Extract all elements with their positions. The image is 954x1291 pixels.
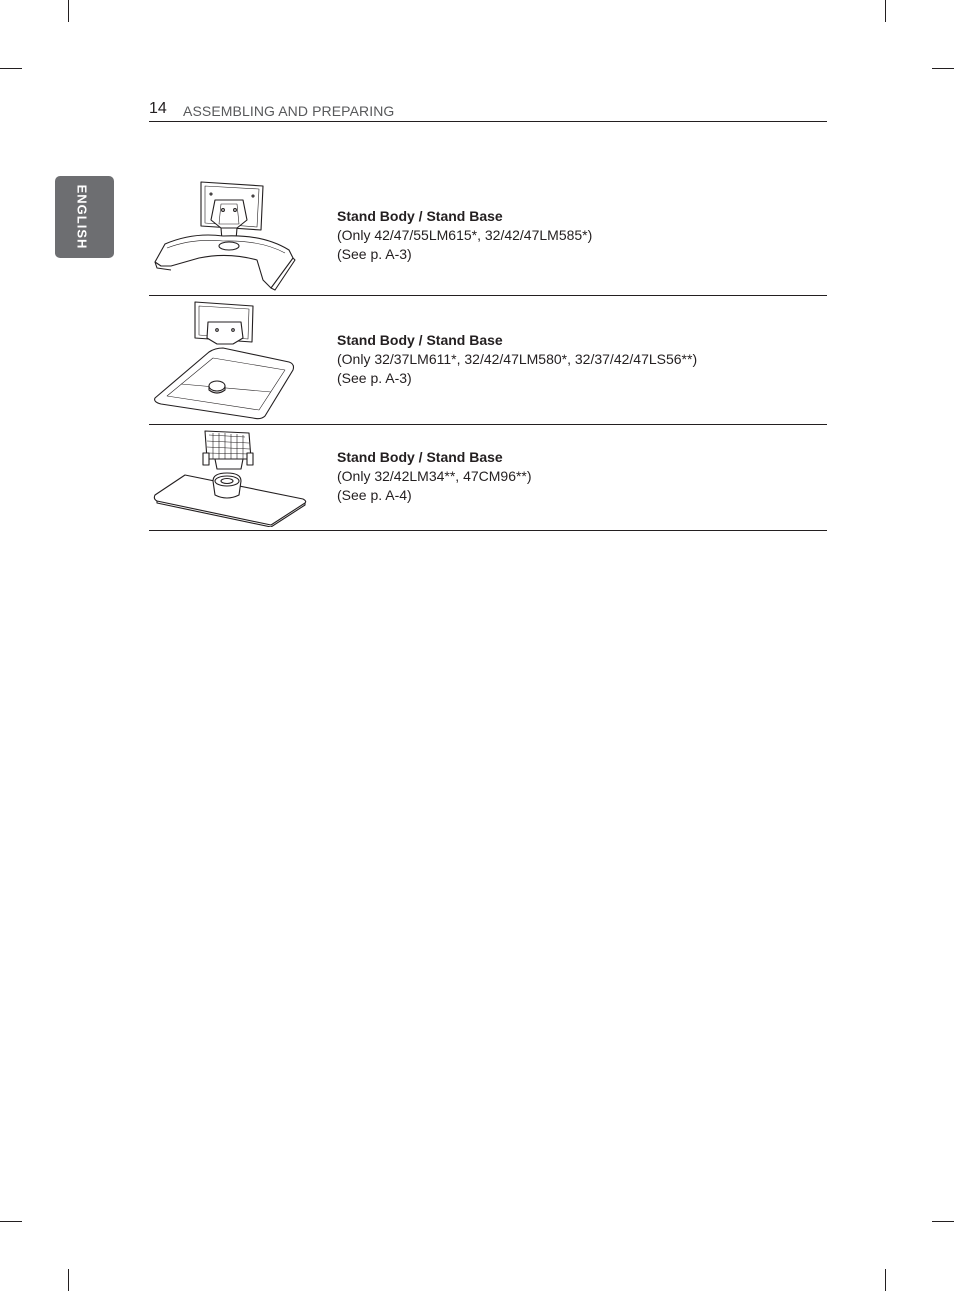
page-header (149, 98, 827, 122)
item-description (337, 207, 592, 264)
language-tab (55, 176, 114, 258)
item-title: Stand Body / Stand Base (337, 332, 503, 348)
crop-mark (885, 0, 886, 22)
crop-mark (68, 0, 69, 22)
item-description (337, 448, 532, 505)
item-reference: (See p. A-3) (337, 370, 412, 386)
crop-mark (932, 1221, 954, 1222)
list-item (149, 425, 827, 531)
item-models: (Only 32/42LM34**, 47CM96**) (337, 468, 532, 484)
stand-illustration-1 (153, 180, 298, 292)
page-number: 14 (149, 100, 167, 117)
section-title: ASSEMBLING AND PREPARING (183, 103, 395, 119)
language-tab-label: ENGLISH (74, 184, 90, 250)
item-models: (Only 42/47/55LM615*, 32/42/47LM585*) (337, 227, 593, 243)
item-reference: (See p. A-4) (337, 487, 412, 503)
stand-illustration-2 (153, 300, 298, 420)
crop-mark (0, 1221, 22, 1222)
list-item (149, 178, 827, 296)
crop-mark (932, 68, 954, 69)
item-title: Stand Body / Stand Base (337, 208, 503, 224)
crop-mark (68, 1269, 69, 1291)
crop-mark (0, 68, 22, 69)
item-models: (Only 32/37LM611*, 32/42/47LM580*, 32/37/42/47LS56**) (337, 351, 698, 367)
stand-illustration-3 (153, 429, 308, 527)
item-description (337, 331, 697, 388)
stand-parts-list (149, 178, 827, 531)
item-title: Stand Body / Stand Base (337, 449, 503, 465)
item-reference: (See p. A-3) (337, 246, 412, 262)
crop-mark (885, 1269, 886, 1291)
list-item (149, 296, 827, 425)
